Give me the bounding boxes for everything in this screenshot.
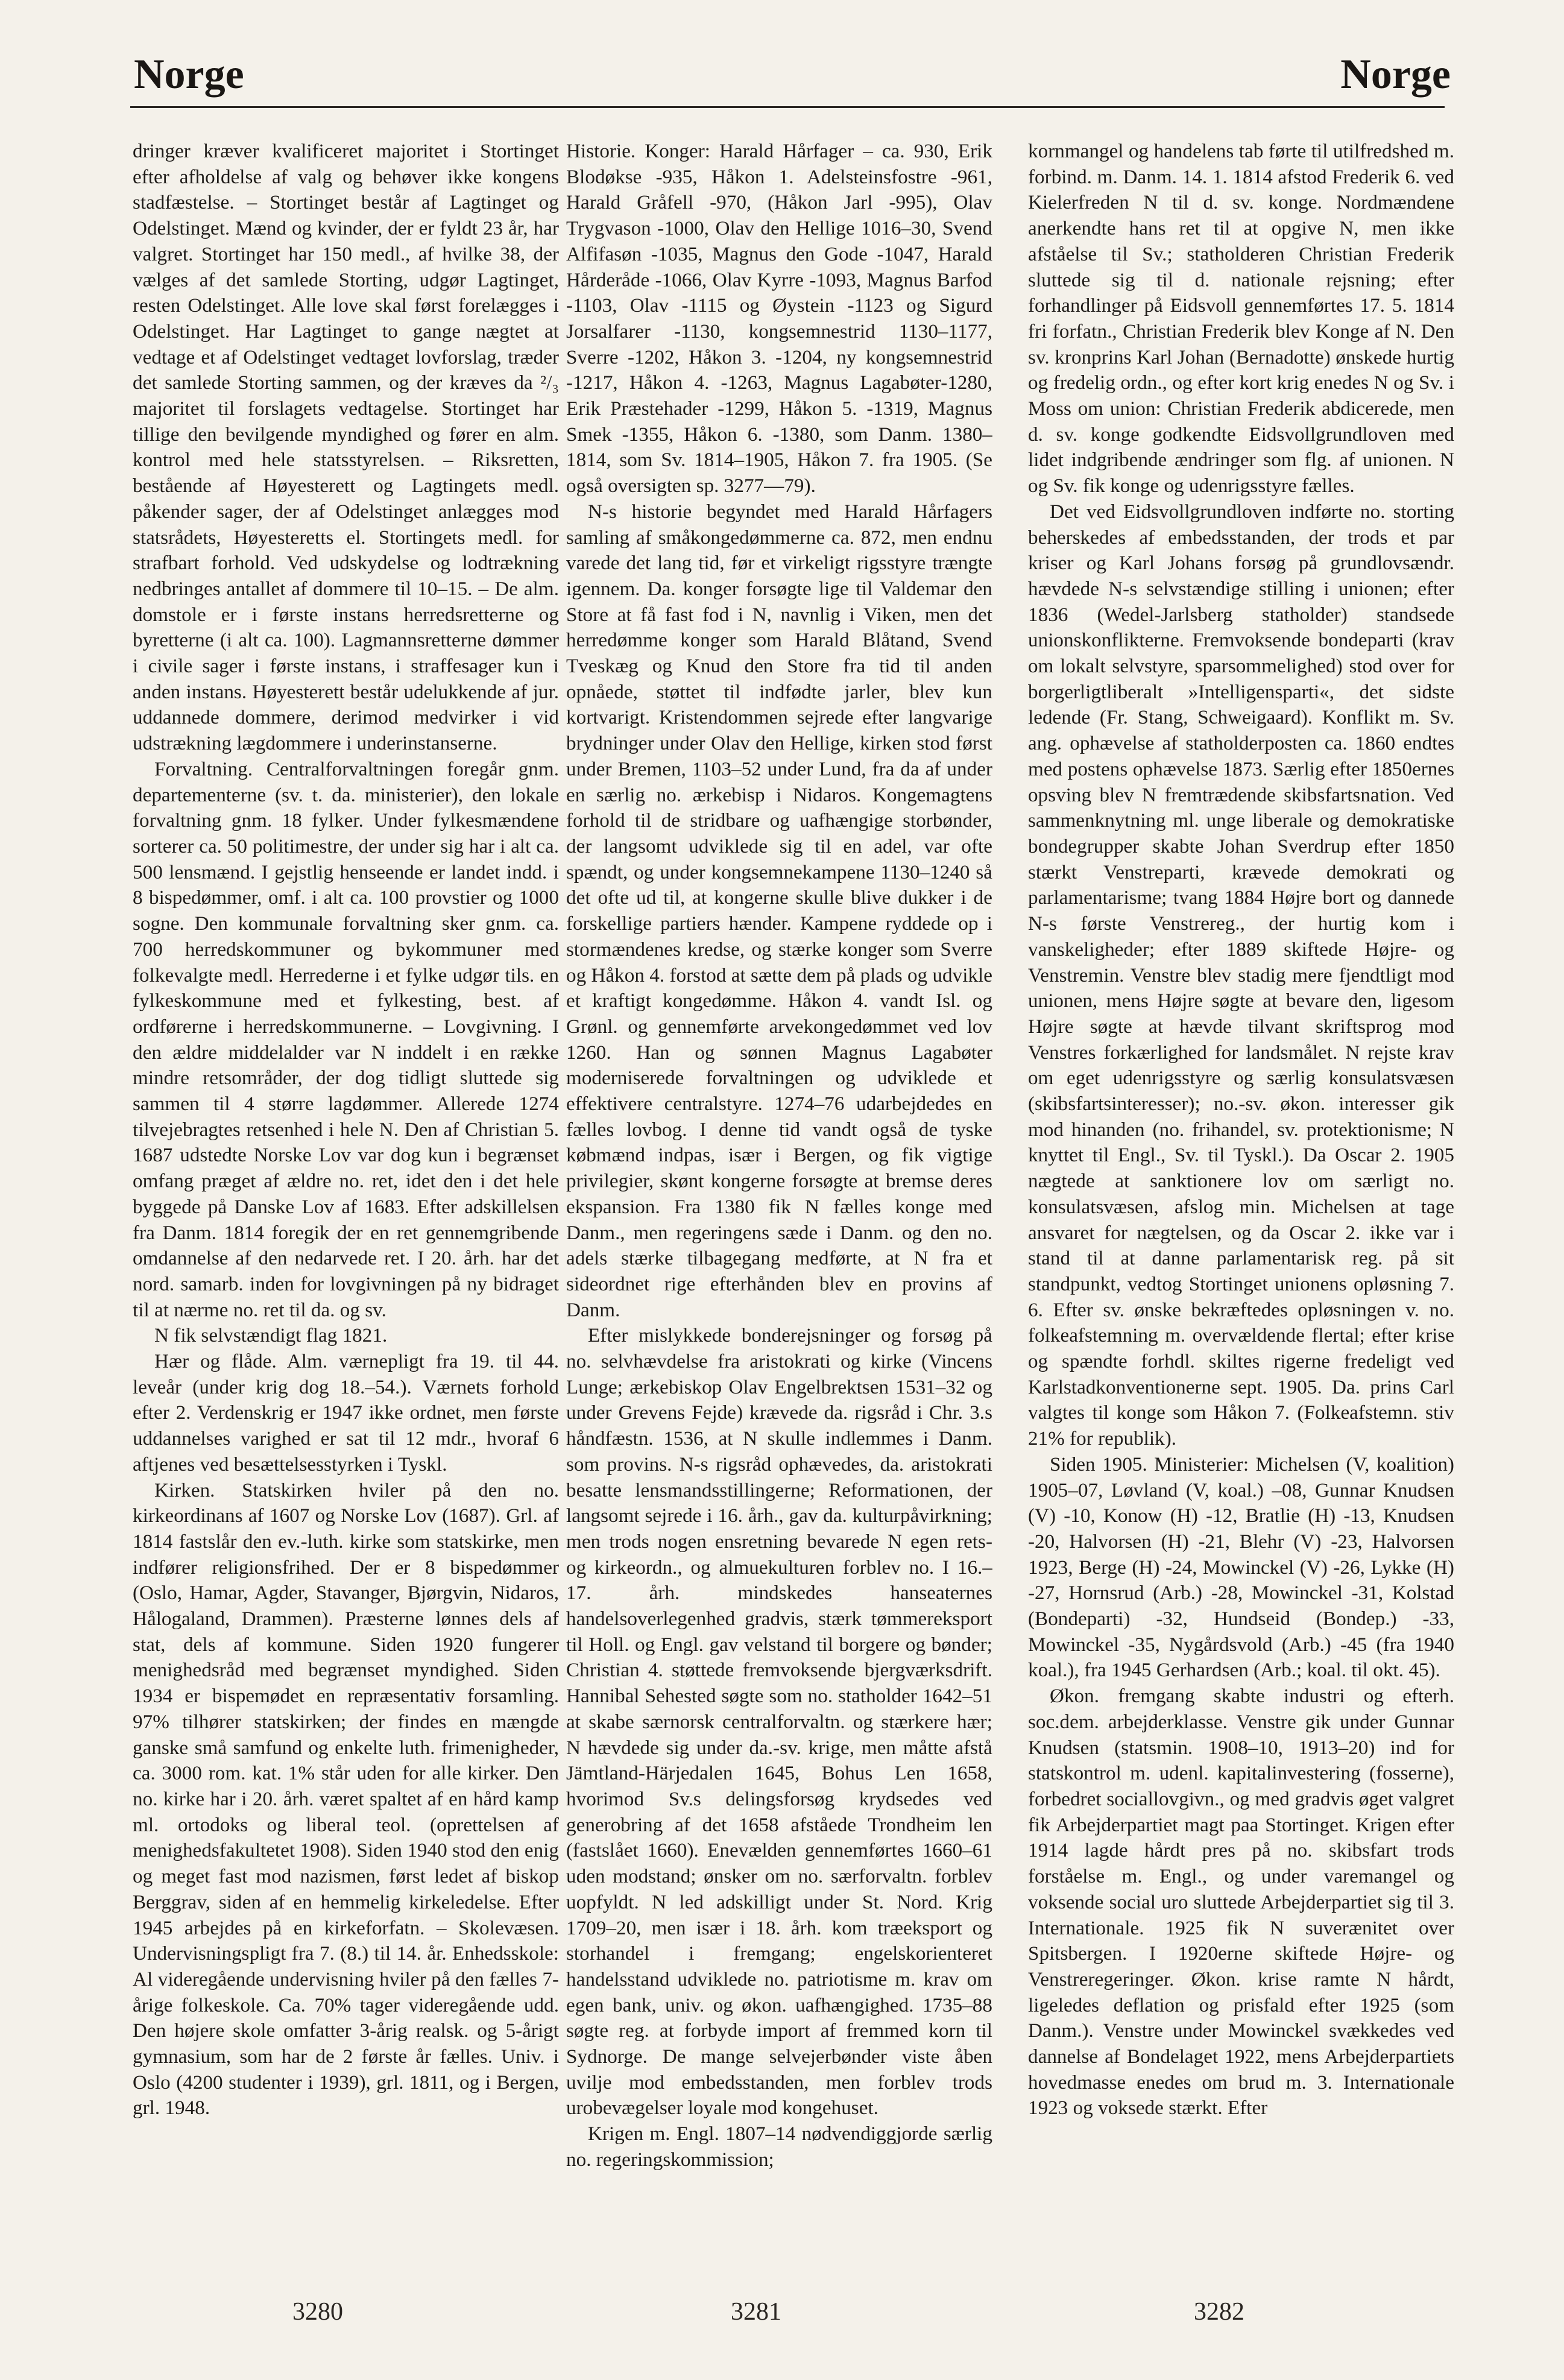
paragraph: Efter mislykkede bonderejsninger og forsøg på no. selvhævdelse fra aristokrati og kirke (Vincens Lunge; ærkebiskop Olav Engelbrektsen 1531–32 og under Grevens Fejde) krævede da. rigsråd i Chr. 3.s håndfæstn. 1536, at N skulle indlemmes i Danm. som provins. N-s rigsråd ophævedes, da. aristokrati besatte lensmandsstillingerne; Reformationen, der langsomt sejrede i 16. årh., gav da. kulturpåvirkning; men trods nogen ensretning bevarede N egen rets- og kirkeordn., og almuekulturen forblev no. I 16.–17. årh. mindskedes hanseaternes handelsoverlegenhed gradvis, stærk tømmereksport til Holl. og Engl. gav velstand til borgere og bønder; Christian 4. støttede fremvoksende bjergværksdrift. Hannibal Sehested søgte som no. statholder 1642–51 at skabe særnorsk centralforvaltn. og stærkere hær; N hævdede sig under da.-sv. krige, men måtte afstå Jämtland-Härjedalen 1645, Bohus Len 1658, hvorimod Sv.s delingsforsøg krydsedes ved generobring af det 1658 afståede Trondheim len (fastslået 1660). Enevælden gennemførtes 1660–61 uden modstand; ønsker om no. særforvaltn. forblev uopfyldt. N led adskilligt under St. Nord. Krig 1709–20, men især i 18. årh. kom træeksport og storhandel i fremgang; engelskorienteret handelsstand udviklede no. patriotisme m. krav om egen bank, univ. og økon. uafhængighed. 1735–88 søgte reg. at forbyde import af fremmed korn til Sydnorge. De mange selvejerbønder viste åben uvilje mod embedsstanden, men forblev trods urobevægelser loyale mod kongehuset. xyxy=(566,1324,992,2120)
paragraph: N-s historie begyndet med Harald Hårfagers samling af småkongedømmerne ca. 872, men endnu varede det lang tid, før et virkeligt rigsstyre trængte igennem. Da. konger forsøgte lige til Valdemar den Store at få fast fod i N, navnlig i Viken, men det herredømme konger som Harald Blåtand, Svend Tveskæg og Knud den Store fra tid til anden opnåede, støttet til indfødte jarler, blev kun kortvarigt. Kristendommen sejrede efter langvarige brydninger under Olav den Hellige, kirken stod først under Bremen, 1103–52 under Lund, fra da af under en særlig no. ærkebisp i Nidaros. Kongemagtens forhold til de stridbare og uafhængige storbønder, der langsomt udviklede sig til en adel, var ofte spændt, og under kongsemnekampene 1130–1240 så det ofte ud til, at kongerne skulle blive dukker i de forskellige partiers hænder. Kampene ryddede op i stormændenes kredse, og stærke konger som Sverre og Håkon 4. forstod at sætte dem på plads og udvikle et kraftigt kongedømme. Håkon 4. vandt Isl. og Grønl. og gennemførte arvekongedømmet ved lov 1260. Han og sønnen Magnus Lagabøter moderniserede forvaltningen og udviklede et effektivere centralstyre. 1274–76 udarbejdedes en fælles lovbog. I denne tid vandt også de tyske købmænd indpas, især i Bergen, og fik vigtige privilegier, skønt kongerne forsøgte at bremse deres ekspansion. Fra 1380 fik N fælles konge med Danm., men regeringens sæde i Danm. og den no. adels stærke tilbagegang medførte, at N fra et sideordnet rige efterhånden blev en provins af Danm. xyxy=(566,500,992,1321)
column-number-3: 3282 xyxy=(1194,2298,1244,2326)
column-number-2: 3281 xyxy=(731,2298,781,2326)
header-rule xyxy=(130,106,1445,108)
column-number-1: 3280 xyxy=(292,2298,343,2326)
paragraph: kornmangel og handelens tab førte til utilfredshed m. forbind. m. Danm. 14. 1. 1814 afstod Frederik 6. ved Kielerfreden N til d. sv. konge. Nordmændene anerkendte hans ret til at opgive N, men ikke afståelse til Sv.; statholderen Christian Frederik sluttede sig til d. nationale rejsning; efter forhandlinger på Eidsvoll gennemførtes 17. 5. 1814 fri forfatn., Christian Frederik blev Konge af N. Den sv. kronprins Karl Johan (Bernadotte) ønskede hurtig og fredelig ordn., og efter kort krig enedes N og Sv. i Moss om union: Christian Frederik abdicerede, men d. sv. konge godkendte Eidsvollgrundloven med lidet indgribende ændringer som flg. af unionen. N og Sv. fik konge og udenrigsstyre fælles. xyxy=(1028,140,1454,497)
paragraph: N fik selvstændigt flag 1821. xyxy=(154,1324,388,1347)
text-column-3 xyxy=(1028,139,1454,2261)
paragraph: Krigen m. Engl. 1807–14 nødvendiggjorde særlig no. regeringskommission; xyxy=(566,2123,992,2171)
paragraph: Kirken. Statskirken hviler på den no. kirkeordinans af 1607 og Norske Lov (1687). Grl. af 1814 fastslår den ev.-luth. kirke som statskirke, men indfører religionsfrihed. Der er 8 bispedømmer (Oslo, Hamar, Agder, Stavanger, Bjørgvin, Nidaros, Hålogaland, Drammen). Præsterne lønnes dels af stat, dels af kommune. Siden 1920 fungerer menighedsråd med begrænset myndighed. Siden 1934 er bispemødet en repræsentativ forsamling. 97% tilhører statskirken; der findes en mængde ganske små samfund og enkelte luth. frimenigheder, ca. 3000 rom. kat. 1% står uden for alle kirker. Den no. kirke har i 20. årh. været spaltet af en hård kamp ml. ortodoks og liberal teol. (oprettelsen af menighedsfakultetet 1908). Siden 1940 stod den enig og meget fast mod nazismen, først ledet af biskop Berggrav, siden af en hemmelig kirkeledelse. Efter 1945 arbejdes på en kirkeforfatn. – Skolevæsen. Undervisningspligt fra 7. (8.) til 14. år. Enhedsskole: Al videregående undervisning hviler på den fælles 7-årige folkeskole. Ca. 70% tager videregående udd. Den højere skole omfatter 3-årig realsk. og 5-årigt gymnasium, som har de 2 første år fælles. Univ. i Oslo (4200 studenter i 1939), grl. 1811, og i Bergen, grl. 1948. xyxy=(133,1479,559,2120)
paragraph: Siden 1905. Ministerier: Michelsen (V, koalition) 1905–07, Løvland (V, koal.) –08, Gunnar Knudsen (V) -10, Konow (H) -12, Bratlie (H) -13, Knudsen -20, Halvorsen (H) -21, Blehr (V) -23, Halvorsen 1923, Berge (H) -24, Mowinckel (V) -26, Lykke (H) -27, Hornsrud (Arb.) -28, Mowinckel -31, Kolstad (Bondeparti) -32, Hundseid (Bondep.) -33, Mowinckel -35, Nygårdsvold (Arb.) -45 (fra 1940 koal.), fra 1945 Gerhardsen (Arb.; koal. til okt. 45). xyxy=(1028,1453,1454,1682)
text-column-2 xyxy=(566,139,992,2261)
running-head-right: Norge xyxy=(1340,51,1451,98)
paragraph: Hær og flåde. Alm. værnepligt fra 19. til 44. leveår (under krig dog 18.–54.). Værnets forhold efter 2. Verdenskrig er 1947 ikke ordnet, men første uddannelses varighed er sat til 12 mdr., hvoraf 6 aftjenes ved besættelsesstyrken i Tyskl. xyxy=(133,1350,559,1476)
paragraph: Forvaltning. Centralforvaltningen foregår gnm. departementerne (sv. t. da. ministerier), den lokale forvaltning gnm. 18 fylker. Under fylkesmændene sorterer ca. 50 politimestre, der under sig har i alt ca. 500 lensmænd. I gejstlig henseende er landet indd. i 8 bispedømmer, omf. i alt ca. 100 provstier og 1000 sogne. Den kommunale forvaltning sker gnm. ca. 700 herredskommuner og bykommuner med folkevalgte medl. Herrederne i et fylke udgør tils. en fylkeskommune med et fylkesting, best. af ordførerne i herredskommunerne. – Lovgivning. I den ældre middelalder var N inddelt i en række mindre retsområder, der dog tidligt sluttede sig sammen til 4 større lagdømmer. Allerede 1274 tilvejebragtes retsenhed i hele N. Den af Christian 5. 1687 udstedte Norske Lov var dog kun i begrænset omfang præget af ældre no. ret, idet den i det hele byggede på Danske Lov af 1683. Efter adskillelsen fra Danm. 1814 foregik der en ret gennemgribende omdannelse af den nedarvede ret. I 20. årh. har det nord. samarb. inden for lovgivningen på ny bidraget til at nærme no. ret til da. og sv. xyxy=(133,757,559,1321)
paragraph: Det ved Eidsvollgrundloven indførte no. storting beherskedes af embedsstanden, der trods et par kriser og Karl Johans forsøg på grundlovsændr. hævdede N-s selvstændige stilling i unionen; efter 1836 (Wedel-Jarlsberg statholder) standsede unionskonflikterne. Fremvoksende bondeparti (krav om lokalt selvstyre, sparsommelighed) stod over for borgerligtliberalt »Intelligensparti«, det sidste ledende (Fr. Stang, Schweigaard). Konflikt m. Sv. ang. ophævelse af statholderposten ca. 1860 endtes med postens ophævelse 1873. Særlig efter 1850ernes opsving blev N fremtrædende skibsfartsnation. Ved sammenknytning ml. unge liberale og demokratiske bondegrupper skabte Johan Sverdrup efter 1850 stærkt Venstreparti, krævede demokrati og parlamentarisme; tvang 1884 Højre bort og dannede N-s første Venstrereg., der hurtig kom i vanskeligheder; efter 1889 skiftede Højre- og Venstremin. Venstre blev stadig mere fjendtligt mod unionen, mens Højre søgte at bevare den, ligesom Højre søgte at hævde tilvant skriftsprog mod Venstres forkærlighed for landsmålet. N rejste krav om eget udenrigsstyre og særlig konsulatsvæsen (skibsfartsinteresser); no.-sv. økon. interesser gik mod hinanden (no. frihandel, sv. protektionisme; N knyttet til Engl., Sv. til Tyskl.). Da Oscar 2. 1905 nægtede at sanktionere lov om særligt no. konsulatsvæsen, afslog min. Michelsen at tage ansvaret for nægtelsen, og da Oscar 2. ikke var i stand til at danne parlamentarisk reg. på sit standpunkt, vedtog Stortinget unionens opløsning 7. 6. Efter sv. ønske bekræftedes opløsningen v. no. folkeafstemning m. overvældende flertal; efter krise og spændte forhdl. skiltes rigerne fredeligt ved Karlstadkonventionerne sept. 1905. Da. prins Carl valgtes til konge som Håkon 7. (Folkeafstemn. stiv 21% for republik). xyxy=(1028,500,1454,1450)
running-head-left: Norge xyxy=(134,51,244,98)
paragraph: dringer kræver kvalificeret majoritet i Stortinget efter afholdelse af valg og behøver ikke kongens stadfæstelse. – Stortinget består af Lagtinget og Odelstinget. Mænd og kvinder, der er fyldt 23 år, har valgret. Stortinget har 150 medl., af hvilke 38, der vælges af det samlede Storting, udgør Lagtinget, resten Odelstinget. Alle love skal først forelægges i Odelstinget. Har Lagtinget to gange nægtet at vedtage et af Odelstinget vedtaget lovforslag, træder det samlede Storting sammen, og der kræves da ²/₃ majoritet til forslagets vedtagelse. Stortinget har tillige den bevilgende myndighed og fører en alm. kontrol med hele statsstyrelsen. – Riksretten, bestående af Høyesterett og Lagtingets medl. påkender sager, der af Odelstinget anlægges mod statsrådets, Høyesteretts el. Stortingets medl. for strafbart forhold. Ved udskydelse og lodtrækning nedbringes antallet af dommere til 10–15. – De alm. domstole er i første instans herredsretterne og byretterne (i alt ca. 100). Lagmannsretterne dømmer i civile sager i første instans, i straffesager kun i anden instans. Høyesterett består udelukkende af jur. uddannede dommere, derimod medvirker i vid udstrækning lægdommere i underinstanserne. xyxy=(133,140,559,755)
paragraph: Historie. Konger: Harald Hårfager – ca. 930, Erik Blodøkse -935, Håkon 1. Adelsteinsfostre -961, Harald Gråfell -970, (Håkon Jarl -995), Olav Trygvason -1000, Olav den Hellige 1016–30, Svend Alfifasøn -1035, Magnus den Gode -1047, Harald Hårderåde -1066, Olav Kyrre -1093, Magnus Barfod -1103, Olav -1115 og Øystein -1123 og Sigurd Jorsalfarer -1130, kongsemnestrid 1130–1177, Sverre -1202, Håkon 3. -1204, ny kongsemnestrid -1217, Håkon 4. -1263, Magnus Lagabøter-1280, Erik Præstehader -1299, Håkon 5. -1319, Magnus Smek -1355, Håkon 6. -1380, som Danm. 1380–1814, som Sv. 1814–1905, Håkon 7. fra 1905. (Se også oversigten sp. 3277—79). xyxy=(566,140,992,497)
paragraph: Økon. fremgang skabte industri og efterh. soc.dem. arbejderklasse. Venstre gik under Gunnar Knudsen (statsmin. 1908–10, 1913–20) ind for statskontrol m. udenl. kapitalinvestering (fosserne), forbedret sociallovgivn., og med gradvis øget valgret fik Arbejderpartiet magt paa Stortinget. Krigen efter 1914 lagde hårdt pres på no. skibsfart trods forståelse m. Engl., og under varemangel og voksende social uro sluttede Arbejderpartiet sig til 3. Internationale. 1925 fik N suverænitet over Spitsbergen. I 1920erne skiftede Højre- og Venstreregeringer. Økon. krise ramte N hårdt, ligeledes deflation og prisfald efter 1925 (som Danm.). Venstre under Mowinckel svækkedes ved dannelse af Bondelaget 1922, mens Arbejderpartiets hovedmasse enedes om brud m. 3. Internationale 1923 og voksede stærkt. Efter xyxy=(1028,1685,1454,2120)
text-column-1 xyxy=(133,139,559,2261)
